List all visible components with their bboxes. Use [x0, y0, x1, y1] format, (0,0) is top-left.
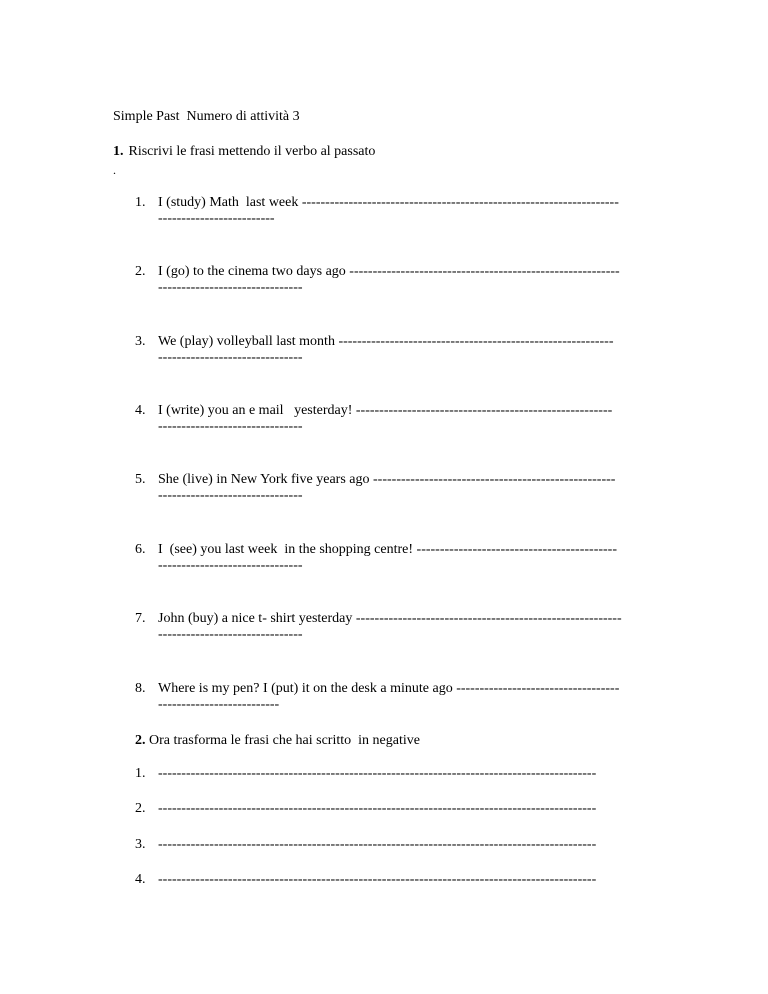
- item-answer-line: ----------------------------------------------------------------------------------------------: [158, 801, 597, 816]
- item-number: 3.: [135, 334, 146, 349]
- item-answer-line: -------------------------------: [158, 419, 303, 434]
- item-number: 4.: [135, 872, 146, 887]
- item-number: 1.: [135, 195, 146, 210]
- item-number: 7.: [135, 611, 146, 626]
- item-sentence: I (study) Math last week --------------------------------------------------------------------: [158, 195, 619, 210]
- item-answer-line: -------------------------------: [158, 558, 303, 573]
- section-1-dot: .: [113, 163, 116, 177]
- negative-item: [135, 872, 596, 888]
- item-answer-line: -------------------------: [158, 211, 275, 226]
- item-number: 2.: [135, 264, 146, 279]
- section-2-heading: [135, 733, 420, 749]
- item-answer-line: -------------------------------: [158, 350, 303, 365]
- item-number: 6.: [135, 542, 146, 557]
- item-number: 8.: [135, 681, 146, 696]
- section-2-instruction: Ora trasforma le frasi che hai scritto in negative: [145, 733, 420, 748]
- item-answer-line: --------------------------: [158, 697, 280, 712]
- item-number: 4.: [135, 403, 146, 418]
- item-sentence: John (buy) a nice t- shirt yesterday ---------------------------------------------------------: [158, 611, 622, 626]
- section-1-instruction: Riscrivi le frasi mettendo il verbo al passato: [128, 144, 376, 159]
- negative-item: [135, 801, 596, 817]
- item-number: 3.: [135, 837, 146, 852]
- item-answer-line: ----------------------------------------------------------------------------------------------: [158, 766, 597, 781]
- item-answer-line: ----------------------------------------------------------------------------------------------: [158, 837, 597, 852]
- section-1-number: 1.: [113, 144, 124, 159]
- item-number: 2.: [135, 801, 146, 816]
- item-sentence: I (write) you an e mail yesterday! -------------------------------------------------------: [158, 403, 613, 418]
- page-title: Simple Past Numero di attività 3: [113, 109, 300, 124]
- item-sentence: I (go) to the cinema two days ago ----------------------------------------------------------: [158, 264, 620, 279]
- section-2-number: 2.: [135, 733, 146, 748]
- item-sentence: Where is my pen? I (put) it on the desk a minute ago -----------------------------------: [158, 681, 620, 696]
- item-answer-line: -------------------------------: [158, 280, 303, 295]
- item-answer-line: -------------------------------: [158, 627, 303, 642]
- negative-item: [135, 766, 596, 782]
- item-answer-line: -------------------------------: [158, 488, 303, 503]
- item-sentence: I (see) you last week in the shopping centre! -------------------------------------------: [158, 542, 617, 557]
- item-number: 5.: [135, 472, 146, 487]
- item-sentence: She (live) in New York five years ago ----------------------------------------------------: [158, 472, 616, 487]
- item-answer-line: ----------------------------------------------------------------------------------------------: [158, 872, 597, 887]
- section-1-heading: [113, 144, 375, 160]
- negative-item: [135, 837, 596, 853]
- item-number: 1.: [135, 766, 146, 781]
- item-sentence: We (play) volleyball last month -----------------------------------------------------------: [158, 334, 614, 349]
